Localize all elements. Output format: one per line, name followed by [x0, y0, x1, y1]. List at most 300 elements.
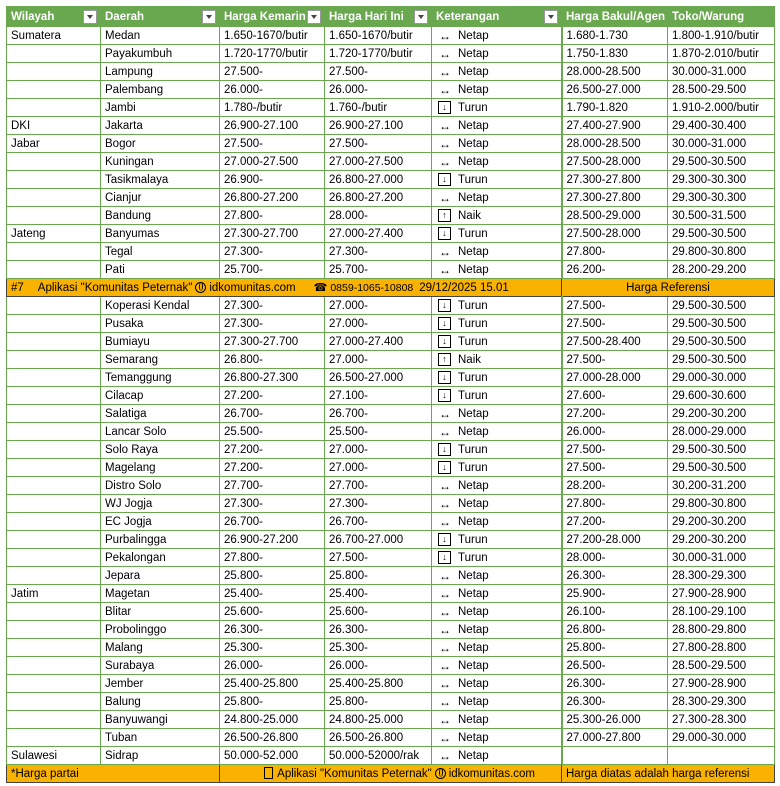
- cell-harga-kemarin: 27.300-: [220, 243, 325, 261]
- cell-harga-hari-ini: 27.000-27.400: [325, 225, 432, 243]
- cell-daerah: Purbalingga: [101, 531, 220, 549]
- cell-harga-hari-ini: 25.300-: [325, 639, 432, 657]
- header-keterangan: [432, 7, 562, 27]
- cell-daerah: Bandung: [101, 207, 220, 225]
- cell-harga-kemarin: 27.200-: [220, 387, 325, 405]
- status-label: Netap: [458, 263, 489, 276]
- cell-keterangan: [432, 297, 562, 315]
- phone-icon: ☎: [313, 282, 328, 294]
- left-right-arrow-icon: ↔: [439, 514, 451, 529]
- calculator-icon: [264, 767, 273, 779]
- table-row: [7, 531, 775, 549]
- cell-keterangan: [432, 135, 562, 153]
- cell-keterangan: [432, 171, 562, 189]
- cell-harga-bakul: 27.500-: [562, 459, 668, 477]
- cell-harga-kemarin: 25.400-: [220, 585, 325, 603]
- cell-harga-kemarin: 25.700-: [220, 261, 325, 279]
- cell-toko-warung: 29.200-30.200: [668, 531, 775, 549]
- table-row: [7, 333, 775, 351]
- cell-harga-bakul: 25.300-26.000: [562, 711, 668, 729]
- cell-toko-warung: 28.000-29.000: [668, 423, 775, 441]
- down-arrow-box-icon: ↓: [438, 443, 451, 456]
- cell-wilayah: [7, 387, 101, 405]
- cell-wilayah: Jabar: [7, 135, 101, 153]
- cell-harga-bakul: [562, 747, 668, 765]
- table-row: [7, 63, 775, 81]
- cell-harga-hari-ini: 26.000-: [325, 81, 432, 99]
- cell-harga-hari-ini: 26.700-: [325, 513, 432, 531]
- cell-wilayah: [7, 495, 101, 513]
- status-label: Netap: [458, 65, 489, 78]
- cell-daerah: Palembang: [101, 81, 220, 99]
- filter-dropdown-icon[interactable]: [544, 10, 558, 24]
- header-label: Harga Kemarin: [224, 10, 306, 23]
- cell-harga-kemarin: 26.900-: [220, 171, 325, 189]
- cell-daerah: Koperasi Kendal: [101, 297, 220, 315]
- cell-wilayah: [7, 297, 101, 315]
- egg-price-table: [6, 6, 775, 783]
- cell-harga-hari-ini: 26.800-27.200: [325, 189, 432, 207]
- cell-keterangan: [432, 315, 562, 333]
- table-row: [7, 135, 775, 153]
- cell-harga-kemarin: 26.000-: [220, 81, 325, 99]
- header-label: Toko/Warung: [672, 10, 745, 23]
- cell-daerah: Temanggung: [101, 369, 220, 387]
- globe-icon: [195, 282, 206, 293]
- cell-harga-bakul: 28.200-: [562, 477, 668, 495]
- left-right-arrow-icon: ↔: [439, 730, 451, 745]
- filter-dropdown-icon[interactable]: [83, 10, 97, 24]
- cell-harga-kemarin: 26.300-: [220, 621, 325, 639]
- left-right-arrow-icon: ↔: [439, 604, 451, 619]
- cell-harga-kemarin: 1.780-/butir: [220, 99, 325, 117]
- cell-harga-kemarin: 27.300-: [220, 315, 325, 333]
- cell-keterangan: [432, 225, 562, 243]
- cell-wilayah: [7, 63, 101, 81]
- cell-harga-bakul: 26.500-27.000: [562, 81, 668, 99]
- cell-daerah: Tasikmalaya: [101, 171, 220, 189]
- cell-keterangan: [432, 639, 562, 657]
- down-arrow-box-icon: ↓: [438, 173, 451, 186]
- cell-keterangan: [432, 405, 562, 423]
- cell-wilayah: [7, 333, 101, 351]
- footer-website[interactable]: idkomunitas.com: [448, 768, 535, 780]
- cell-daerah: Lancar Solo: [101, 423, 220, 441]
- cell-wilayah: [7, 423, 101, 441]
- cell-toko-warung: 28.300-29.300: [668, 567, 775, 585]
- status-label: Netap: [458, 695, 489, 708]
- cell-harga-bakul: 26.000-: [562, 423, 668, 441]
- status-label: Netap: [458, 155, 489, 168]
- left-right-arrow-icon: ↔: [439, 262, 451, 277]
- status-label: Naik: [458, 353, 482, 366]
- status-label: Netap: [458, 605, 489, 618]
- status-label: Turun: [458, 227, 488, 240]
- down-arrow-box-icon: ↓: [438, 317, 451, 330]
- cell-harga-bakul: 26.800-: [562, 621, 668, 639]
- left-right-arrow-icon: ↔: [439, 748, 451, 763]
- down-arrow-box-icon: ↓: [438, 335, 451, 348]
- cell-wilayah: [7, 603, 101, 621]
- cell-harga-kemarin: 27.200-: [220, 459, 325, 477]
- header-harga-kemarin: [220, 7, 325, 27]
- cell-wilayah: [7, 459, 101, 477]
- cell-harga-hari-ini: 27.000-: [325, 441, 432, 459]
- down-arrow-box-icon: ↓: [438, 389, 451, 402]
- cell-daerah: Pekalongan: [101, 549, 220, 567]
- cell-harga-bakul: 27.300-27.800: [562, 171, 668, 189]
- banner-reference-label: Harga Referensi: [562, 279, 775, 297]
- cell-keterangan: [432, 63, 562, 81]
- header-label: Harga Hari Ini: [329, 10, 404, 23]
- cell-toko-warung: 29.300-30.300: [668, 189, 775, 207]
- status-label: Netap: [458, 47, 489, 60]
- status-label: Netap: [458, 497, 489, 510]
- status-label: Turun: [458, 299, 488, 312]
- globe-icon: [435, 768, 446, 779]
- cell-wilayah: Sulawesi: [7, 747, 101, 765]
- cell-toko-warung: 28.300-29.300: [668, 693, 775, 711]
- cell-wilayah: [7, 369, 101, 387]
- table-row: [7, 549, 775, 567]
- cell-harga-hari-ini: 28.000-: [325, 207, 432, 225]
- status-label: Netap: [458, 713, 489, 726]
- table-row: [7, 387, 775, 405]
- cell-keterangan: [432, 549, 562, 567]
- table-row: [7, 99, 775, 117]
- cell-keterangan: [432, 81, 562, 99]
- status-label: Naik: [458, 209, 482, 222]
- cell-wilayah: [7, 153, 101, 171]
- cell-harga-hari-ini: 27.700-: [325, 477, 432, 495]
- cell-toko-warung: 29.500-30.500: [668, 333, 775, 351]
- cell-toko-warung: 29.200-30.200: [668, 405, 775, 423]
- cell-toko-warung: 29.200-30.200: [668, 513, 775, 531]
- down-arrow-box-icon: ↓: [438, 227, 451, 240]
- cell-harga-bakul: 26.200-: [562, 261, 668, 279]
- cell-daerah: Tuban: [101, 729, 220, 747]
- table-row: [7, 441, 775, 459]
- cell-harga-bakul: 27.500-: [562, 315, 668, 333]
- cell-wilayah: [7, 729, 101, 747]
- left-right-arrow-icon: ↔: [439, 622, 451, 637]
- left-right-arrow-icon: ↔: [439, 568, 451, 583]
- cell-harga-bakul: 25.800-: [562, 639, 668, 657]
- table-row: [7, 639, 775, 657]
- cell-harga-bakul: 27.200-28.000: [562, 531, 668, 549]
- cell-wilayah: [7, 693, 101, 711]
- cell-keterangan: [432, 333, 562, 351]
- cell-wilayah: DKI: [7, 117, 101, 135]
- status-label: Turun: [458, 551, 488, 564]
- cell-keterangan: [432, 351, 562, 369]
- cell-daerah: Distro Solo: [101, 477, 220, 495]
- cell-harga-kemarin: 26.800-27.200: [220, 189, 325, 207]
- cell-keterangan: [432, 423, 562, 441]
- cell-harga-hari-ini: 25.800-: [325, 567, 432, 585]
- table-row: [7, 171, 775, 189]
- status-label: Netap: [458, 659, 489, 672]
- table-row: [7, 567, 775, 585]
- cell-harga-hari-ini: 27.000-: [325, 459, 432, 477]
- left-right-arrow-icon: ↔: [439, 712, 451, 727]
- cell-wilayah: Sumatera: [7, 27, 101, 45]
- filter-dropdown-icon[interactable]: [414, 10, 428, 24]
- cell-harga-bakul: 1.750-1.830: [562, 45, 668, 63]
- cell-daerah: Pati: [101, 261, 220, 279]
- left-right-arrow-icon: ↔: [439, 478, 451, 493]
- table-row: [7, 243, 775, 261]
- cell-daerah: Jambi: [101, 99, 220, 117]
- cell-wilayah: [7, 207, 101, 225]
- cell-harga-bakul: 25.900-: [562, 585, 668, 603]
- cell-toko-warung: 29.400-30.400: [668, 117, 775, 135]
- header-row: [7, 7, 775, 27]
- cell-toko-warung: 28.800-29.800: [668, 621, 775, 639]
- table-row: [7, 477, 775, 495]
- table-row: [7, 27, 775, 45]
- status-label: Netap: [458, 677, 489, 690]
- status-label: Netap: [458, 83, 489, 96]
- table-row: [7, 513, 775, 531]
- cell-daerah: Banyuwangi: [101, 711, 220, 729]
- filter-dropdown-icon[interactable]: [307, 10, 321, 24]
- cell-keterangan: [432, 189, 562, 207]
- header-label: Harga Bakul/Agen: [566, 10, 666, 23]
- cell-keterangan: [432, 27, 562, 45]
- cell-daerah: Tegal: [101, 243, 220, 261]
- cell-wilayah: [7, 567, 101, 585]
- table-row: [7, 747, 775, 765]
- cell-keterangan: [432, 243, 562, 261]
- cell-daerah: Payakumbuh: [101, 45, 220, 63]
- cell-harga-bakul: 27.400-27.900: [562, 117, 668, 135]
- cell-harga-bakul: 27.500-28.000: [562, 225, 668, 243]
- left-right-arrow-icon: ↔: [439, 694, 451, 709]
- banner-website[interactable]: idkomunitas.com: [209, 282, 296, 294]
- cell-wilayah: [7, 81, 101, 99]
- left-right-arrow-icon: ↔: [439, 154, 451, 169]
- cell-daerah: Cilacap: [101, 387, 220, 405]
- cell-toko-warung: 29.500-30.500: [668, 225, 775, 243]
- cell-keterangan: [432, 585, 562, 603]
- cell-keterangan: [432, 99, 562, 117]
- cell-wilayah: [7, 189, 101, 207]
- cell-wilayah: Jatim: [7, 585, 101, 603]
- cell-harga-kemarin: 26.700-: [220, 405, 325, 423]
- cell-keterangan: [432, 747, 562, 765]
- cell-harga-bakul: 27.500-: [562, 441, 668, 459]
- cell-harga-hari-ini: 1.720-1770/butir: [325, 45, 432, 63]
- cell-daerah: Salatiga: [101, 405, 220, 423]
- cell-keterangan: [432, 567, 562, 585]
- cell-harga-bakul: 27.300-27.800: [562, 189, 668, 207]
- table-row: [7, 585, 775, 603]
- cell-harga-bakul: 27.500-28.000: [562, 153, 668, 171]
- cell-harga-hari-ini: 26.000-: [325, 657, 432, 675]
- header-wilayah: [7, 7, 101, 27]
- cell-harga-hari-ini: 25.400-25.800: [325, 675, 432, 693]
- cell-harga-hari-ini: 26.800-27.000: [325, 171, 432, 189]
- cell-toko-warung: 29.300-30.300: [668, 171, 775, 189]
- cell-wilayah: [7, 477, 101, 495]
- cell-harga-hari-ini: 27.000-: [325, 297, 432, 315]
- cell-toko-warung: [668, 747, 775, 765]
- table-row: [7, 297, 775, 315]
- cell-harga-kemarin: 25.300-: [220, 639, 325, 657]
- cell-harga-kemarin: 27.800-: [220, 207, 325, 225]
- cell-harga-hari-ini: 27.000-: [325, 351, 432, 369]
- cell-harga-bakul: 27.800-: [562, 243, 668, 261]
- cell-daerah: Cianjur: [101, 189, 220, 207]
- cell-harga-bakul: 1.680-1.730: [562, 27, 668, 45]
- cell-daerah: Pusaka: [101, 315, 220, 333]
- cell-keterangan: [432, 729, 562, 747]
- cell-daerah: Surabaya: [101, 657, 220, 675]
- table-row: [7, 459, 775, 477]
- cell-daerah: Magetan: [101, 585, 220, 603]
- cell-daerah: Malang: [101, 639, 220, 657]
- header-label: Wilayah: [11, 10, 55, 23]
- banner-app-name: Aplikasi "Komunitas Peternak": [37, 282, 193, 294]
- cell-toko-warung: 28.100-29.100: [668, 603, 775, 621]
- cell-toko-warung: 30.000-31.000: [668, 63, 775, 81]
- cell-harga-kemarin: 26.900-27.100: [220, 117, 325, 135]
- banner-row: [7, 279, 775, 297]
- cell-daerah: Jakarta: [101, 117, 220, 135]
- cell-wilayah: [7, 549, 101, 567]
- down-arrow-box-icon: ↓: [438, 101, 451, 114]
- cell-wilayah: Jateng: [7, 225, 101, 243]
- cell-daerah: Kuningan: [101, 153, 220, 171]
- cell-keterangan: [432, 369, 562, 387]
- cell-wilayah: [7, 243, 101, 261]
- cell-harga-kemarin: 50.000-52.000: [220, 747, 325, 765]
- cell-toko-warung: 30.500-31.500: [668, 207, 775, 225]
- cell-harga-bakul: 27.800-: [562, 495, 668, 513]
- status-label: Netap: [458, 407, 489, 420]
- cell-harga-kemarin: 26.900-27.200: [220, 531, 325, 549]
- cell-wilayah: [7, 315, 101, 333]
- cell-harga-kemarin: 25.600-: [220, 603, 325, 621]
- down-arrow-box-icon: ↓: [438, 461, 451, 474]
- cell-harga-kemarin: 27.500-: [220, 135, 325, 153]
- cell-harga-kemarin: 27.800-: [220, 549, 325, 567]
- cell-keterangan: [432, 387, 562, 405]
- cell-toko-warung: 29.000-30.000: [668, 369, 775, 387]
- cell-harga-kemarin: 27.200-: [220, 441, 325, 459]
- status-label: Netap: [458, 29, 489, 42]
- cell-toko-warung: 29.500-30.500: [668, 459, 775, 477]
- status-label: Turun: [458, 101, 488, 114]
- cell-harga-hari-ini: 27.300-: [325, 243, 432, 261]
- cell-harga-kemarin: 27.300-: [220, 495, 325, 513]
- cell-harga-hari-ini: 27.500-: [325, 135, 432, 153]
- cell-harga-hari-ini: 1.650-1670/butir: [325, 27, 432, 45]
- left-right-arrow-icon: ↔: [439, 658, 451, 673]
- cell-keterangan: [432, 45, 562, 63]
- cell-keterangan: [432, 117, 562, 135]
- cell-keterangan: [432, 459, 562, 477]
- cell-harga-bakul: 1.790-1.820: [562, 99, 668, 117]
- status-label: Turun: [458, 461, 488, 474]
- cell-harga-bakul: 27.000-27.800: [562, 729, 668, 747]
- cell-harga-bakul: 28.000-28.500: [562, 135, 668, 153]
- footer-reference-note: Harga diatas adalah harga referensi: [562, 765, 775, 783]
- banner-info: [7, 279, 562, 297]
- left-right-arrow-icon: ↔: [439, 424, 451, 439]
- cell-harga-kemarin: 26.000-: [220, 657, 325, 675]
- cell-daerah: WJ Jogja: [101, 495, 220, 513]
- cell-harga-hari-ini: 26.900-27.100: [325, 117, 432, 135]
- footer-row: [7, 765, 775, 783]
- cell-toko-warung: 29.800-30.800: [668, 243, 775, 261]
- cell-harga-hari-ini: 27.500-: [325, 549, 432, 567]
- left-right-arrow-icon: ↔: [439, 118, 451, 133]
- cell-harga-kemarin: 27.300-27.700: [220, 225, 325, 243]
- cell-toko-warung: 27.300-28.300: [668, 711, 775, 729]
- status-label: Netap: [458, 731, 489, 744]
- cell-wilayah: [7, 441, 101, 459]
- cell-harga-kemarin: 27.700-: [220, 477, 325, 495]
- table-row: [7, 603, 775, 621]
- left-right-arrow-icon: ↔: [439, 64, 451, 79]
- cell-wilayah: [7, 45, 101, 63]
- cell-keterangan: [432, 657, 562, 675]
- status-label: Netap: [458, 749, 489, 762]
- left-right-arrow-icon: ↔: [439, 496, 451, 511]
- cell-toko-warung: 29.500-30.500: [668, 297, 775, 315]
- left-right-arrow-icon: ↔: [439, 676, 451, 691]
- cell-harga-bakul: 26.500-: [562, 657, 668, 675]
- cell-toko-warung: 29.000-30.000: [668, 729, 775, 747]
- cell-harga-bakul: 28.000-28.500: [562, 63, 668, 81]
- cell-harga-bakul: 27.500-: [562, 351, 668, 369]
- cell-harga-kemarin: 26.800-27.300: [220, 369, 325, 387]
- cell-wilayah: [7, 639, 101, 657]
- table-row: [7, 675, 775, 693]
- cell-daerah: Jepara: [101, 567, 220, 585]
- cell-keterangan: [432, 153, 562, 171]
- cell-harga-kemarin: 27.300-: [220, 297, 325, 315]
- filter-dropdown-icon[interactable]: [202, 10, 216, 24]
- cell-wilayah: [7, 711, 101, 729]
- cell-toko-warung: 29.500-30.500: [668, 441, 775, 459]
- left-right-arrow-icon: ↔: [439, 640, 451, 655]
- cell-toko-warung: 29.500-30.500: [668, 351, 775, 369]
- cell-harga-hari-ini: 24.800-25.000: [325, 711, 432, 729]
- banner-phone: 0859-1065-10808: [330, 282, 414, 294]
- status-label: Netap: [458, 425, 489, 438]
- cell-toko-warung: 29.500-30.500: [668, 315, 775, 333]
- left-right-arrow-icon: ↔: [439, 82, 451, 97]
- status-label: Turun: [458, 533, 488, 546]
- cell-wilayah: [7, 513, 101, 531]
- cell-harga-hari-ini: 25.700-: [325, 261, 432, 279]
- table-row: [7, 495, 775, 513]
- up-arrow-box-icon: ↑: [438, 209, 451, 222]
- cell-daerah: Balung: [101, 693, 220, 711]
- cell-harga-kemarin: 27.300-27.700: [220, 333, 325, 351]
- cell-harga-bakul: 27.500-: [562, 297, 668, 315]
- left-right-arrow-icon: ↔: [439, 244, 451, 259]
- cell-wilayah: [7, 405, 101, 423]
- status-label: Turun: [458, 371, 488, 384]
- cell-daerah: EC Jogja: [101, 513, 220, 531]
- table-row: [7, 207, 775, 225]
- table-row: [7, 351, 775, 369]
- cell-wilayah: [7, 99, 101, 117]
